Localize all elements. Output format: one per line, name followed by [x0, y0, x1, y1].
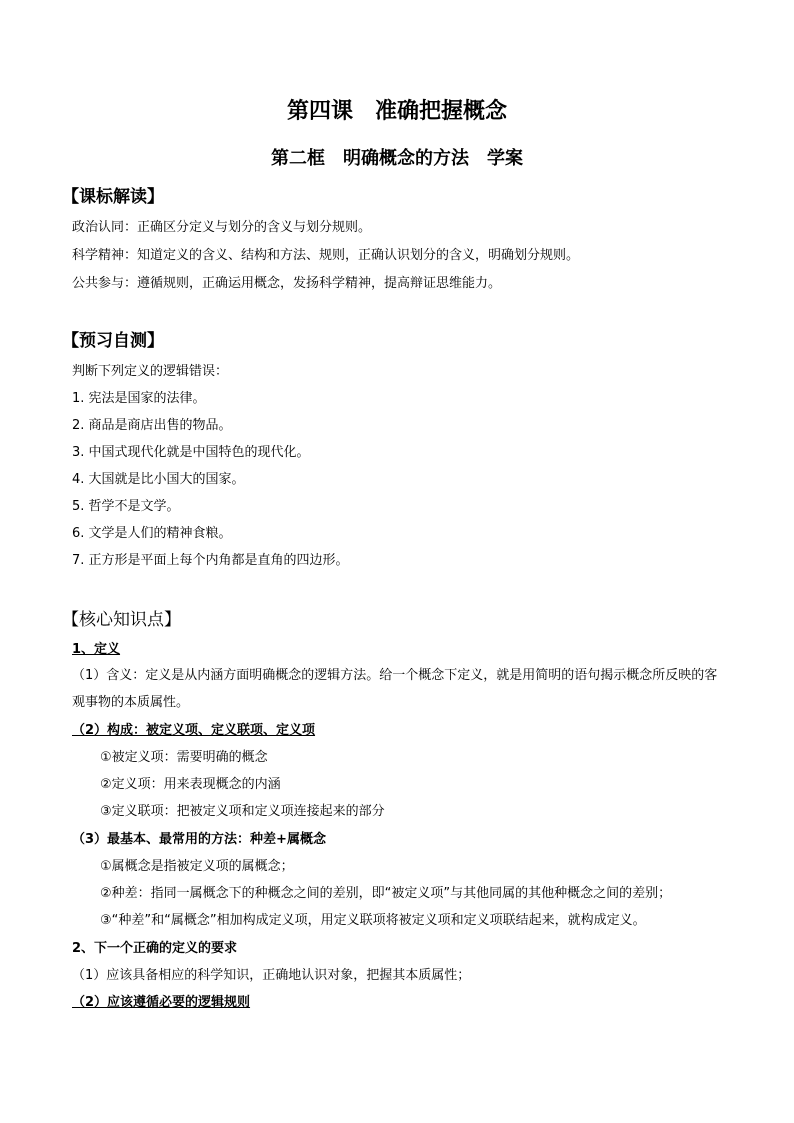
list-item: 5. 哲学不是文学。 [72, 499, 180, 514]
list-item: 3. 中国式现代化就是中国特色的现代化。 [72, 445, 310, 460]
subheading-method: （3）最基本、最常用的方法：种差+属概念 [72, 832, 326, 847]
text-line: （1）应该具备相应的科学知识，正确地认识对象，把握其本质属性； [72, 968, 471, 983]
subheading-requirements: 2、下一个正确的定义的要求 [72, 941, 238, 956]
list-item: ②定义项：用来表现概念的内涵 [100, 777, 281, 792]
paragraph: （1）含义：定义是从内涵方面明确概念的逻辑方法。给一个概念下定义，就是用简明的语句揭示概念所反映的客观事物的本质属性。 [72, 668, 718, 710]
list-item: 1. 宪法是国家的法律。 [72, 391, 206, 406]
list-item: ②种差：指同一属概念下的种概念之间的差别，即“被定义项”与其他同属的其他种概念之间的差别； [100, 886, 672, 901]
list-item: ③“种差”和“属概念”相加构成定义项，用定义联项将被定义项和定义项联结起来，就构成定义。 [100, 913, 646, 928]
text-line: 科学精神：知道定义的含义、结构和方法、规则，正确认识划分的含义，明确划分规则。 [72, 248, 580, 263]
subheading-structure: （2）构成：被定义项、定义联项、定义项 [72, 723, 316, 738]
list-item: 7. 正方形是平面上每个内角都是直角的四边形。 [72, 553, 349, 568]
list-item: 6. 文学是人们的精神食粮。 [72, 526, 232, 541]
list-item: ③定义联项：把被定义项和定义项连接起来的部分 [100, 804, 385, 819]
section-heading-core: 【核心知识点】 [62, 610, 181, 630]
text-line: 政治认同：正确区分定义与划分的含义与划分规则。 [72, 220, 372, 235]
list-item: 2. 商品是商店出售的物品。 [72, 418, 232, 433]
page-subtitle: 第二框 明确概念的方法 学案 [271, 148, 523, 169]
subheading-definition: 1、定义 [72, 642, 121, 657]
text-line: 判断下列定义的逻辑错误： [72, 364, 229, 379]
list-item: ①属概念是指被定义项的属概念； [100, 859, 294, 874]
page-title: 第四课 准确把握概念 [286, 99, 507, 124]
list-item: ①被定义项：需要明确的概念 [100, 750, 268, 765]
text-line: 公共参与：遵循规则，正确运用概念，发扬科学精神，提高辩证思维能力。 [72, 276, 502, 291]
text-line: （2）应该遵循必要的逻辑规则 [72, 995, 251, 1010]
list-item: 4. 大国就是比小国大的国家。 [72, 472, 245, 487]
section-heading-curriculum: 【课标解读】 [62, 187, 164, 207]
section-heading-preview: 【预习自测】 [62, 331, 164, 351]
